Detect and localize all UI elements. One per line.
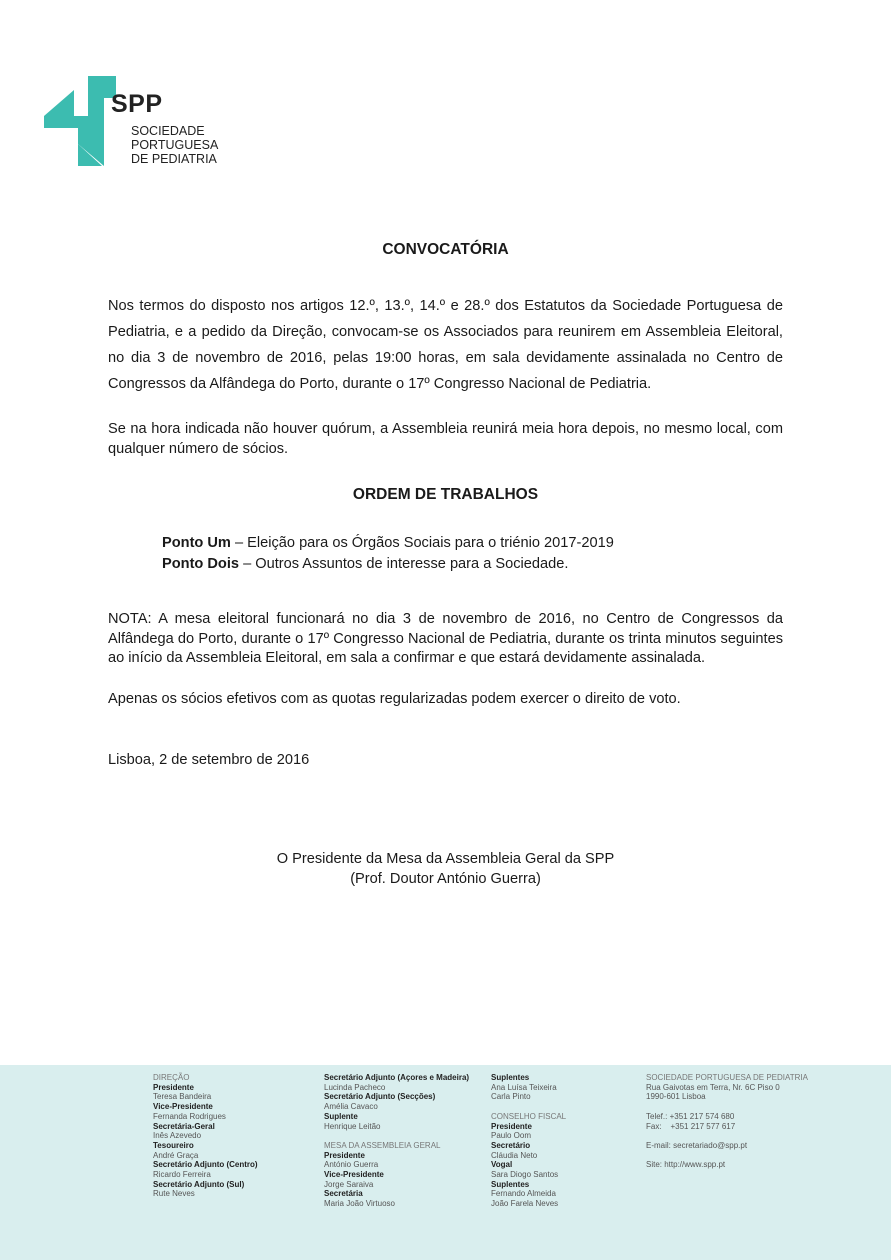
footer-secretarios-mesa-column (324, 1073, 469, 1209)
logo-name-line: PORTUGUESA (131, 138, 219, 152)
footer-role: Secretário Adjunto (Sul) (153, 1179, 245, 1189)
footer-name: João Farela Neves (491, 1199, 559, 1209)
footer-name: Sara Diogo Santos (491, 1170, 559, 1180)
footer-role: Secretário Adjunto (Secções) (324, 1092, 436, 1102)
footer-website[interactable]: Site: http://www.spp.pt (646, 1160, 726, 1170)
footer-name: Maria João Virtuoso (324, 1199, 395, 1209)
agenda-list (162, 533, 614, 575)
footer-role: Suplentes (491, 1073, 530, 1082)
spacer (646, 1151, 808, 1161)
footer-name: António Guerra (324, 1160, 379, 1170)
footer-name: Ricardo Ferreira (153, 1170, 211, 1180)
spp-logo (44, 76, 244, 171)
footer-section-header: MESA DA ASSEMBLEIA GERAL (324, 1140, 441, 1150)
footer-role: Secretário (491, 1140, 531, 1150)
footer-section-header: CONSELHO FISCAL (491, 1111, 567, 1121)
footer-role: Presidente (324, 1150, 365, 1160)
agenda-item-label: Ponto Um (162, 535, 231, 551)
footer-contacts-column (646, 1073, 808, 1170)
footer-role: Secretário Adjunto (Centro) (153, 1160, 258, 1170)
spacer (324, 1131, 469, 1141)
footer-fax: Fax: +351 217 577 617 (646, 1121, 736, 1131)
spacer (646, 1102, 808, 1112)
logo-name-line: SOCIEDADE (131, 124, 205, 138)
footer-role: Secretária (324, 1189, 363, 1199)
footer-role: Secretário Adjunto (Açores e Madeira) (324, 1073, 470, 1082)
footer-name: Henrique Leitão (324, 1121, 381, 1131)
footer-role: Tesoureiro (153, 1140, 194, 1150)
agenda-item (162, 533, 614, 554)
footer-name: Lucinda Pacheco (324, 1082, 386, 1092)
footer-name: Amélia Cavaco (324, 1102, 378, 1112)
footer-email[interactable]: E-mail: secretariado@spp.pt (646, 1140, 748, 1150)
agenda-item-text: – Outros Assuntos de interesse para a Sociedade. (239, 556, 569, 572)
footer-address-line: Rua Gaivotas em Terra, Nr. 6C Piso 0 (646, 1082, 780, 1092)
footer-name: André Graça (153, 1150, 199, 1160)
voting-rights-note: Apenas os sócios efetivos com as quotas regularizadas podem exercer o direito de voto. (108, 691, 681, 707)
footer-role: Vogal (491, 1160, 513, 1170)
footer-role: Presidente (153, 1082, 194, 1092)
agenda-item-label: Ponto Dois (162, 556, 240, 572)
footer-organization-name: SOCIEDADE PORTUGUESA DE PEDIATRIA (646, 1073, 808, 1082)
footer-role: Suplentes (491, 1179, 530, 1189)
footer (0, 1065, 891, 1260)
footer-name: Jorge Saraiva (324, 1179, 374, 1189)
footer-name: Teresa Bandeira (153, 1092, 212, 1102)
footer-role: Secretária-Geral (153, 1121, 215, 1131)
footer-name: Paulo Oom (491, 1131, 532, 1141)
quorum-paragraph: Se na hora indicada não houver quórum, a Assembleia reunirá meia hora depois, no mesmo local, com qualquer número de sócios. (108, 421, 783, 457)
footer-conselho-fiscal-column (491, 1073, 566, 1209)
footer-name: Rute Neves (153, 1189, 195, 1199)
footer-role: Vice-Presidente (324, 1170, 384, 1180)
footer-direcao-column (153, 1073, 258, 1199)
agenda-item (162, 554, 614, 575)
footer-phone: Telef.: +351 217 574 680 (646, 1111, 735, 1121)
logo-name-line: DE PEDIATRIA (131, 152, 217, 166)
document-title: CONVOCATÓRIA (382, 241, 509, 258)
logo-abbreviation: SPP (111, 90, 163, 118)
signature-block (0, 849, 891, 889)
signature-title: O Presidente da Mesa da Assembleia Geral da SPP (276, 851, 615, 867)
signature-name: (Prof. Doutor António Guerra) (350, 871, 541, 887)
note-paragraph: NOTA: A mesa eleitoral funcionará no dia 3 de novembro de 2016, no Centro de Congressos da Alfândega do Porto, durante o 17º Congresso Nacional de Pediatria, durante os trinta minutos seguintes ao início da Assembleia Eleitoral, em sala a confirmar e que estará devidamente assinalada. (108, 611, 783, 666)
convocation-paragraph: Nos termos do disposto nos artigos 12.º, 13.º, 14.º e 28.º dos Estatutos da Sociedade Portuguesa de Pediatria, e a pedido da Direção, convocam-se os Associados para reunirem em Assembleia Eleitoral, no dia 3 de novembro de 2016, pelas 19:00 horas, em sala devidamente assinalada no Centro de Congressos da Alfândega do Porto, durante o 17º Congresso Nacional de Pediatria. (108, 298, 783, 392)
footer-name: Ana Luísa Teixeira (491, 1082, 557, 1092)
footer-name: Fernanda Rodrigues (153, 1111, 226, 1121)
spacer (646, 1131, 808, 1141)
footer-name: Carla Pinto (491, 1092, 531, 1102)
footer-role: Vice-Presidente (153, 1102, 213, 1112)
agenda-item-text: – Eleição para os Órgãos Sociais para o triénio 2017-2019 (230, 535, 614, 551)
footer-name: Cláudia Neto (491, 1150, 538, 1160)
logo-organization-name (131, 124, 218, 166)
spacer (491, 1102, 566, 1112)
footer-role: Presidente (491, 1121, 532, 1131)
footer-address-line: 1990-601 Lisboa (646, 1092, 706, 1102)
footer-name: Fernando Almeida (491, 1189, 556, 1199)
footer-name: Inês Azevedo (153, 1131, 202, 1141)
spp-logo-mark-icon (44, 76, 116, 166)
place-date: Lisboa, 2 de setembro de 2016 (108, 752, 310, 768)
footer-section-header: DIREÇÃO (153, 1073, 190, 1082)
footer-role: Suplente (324, 1111, 358, 1121)
agenda-title: ORDEM DE TRABALHOS (352, 486, 539, 503)
